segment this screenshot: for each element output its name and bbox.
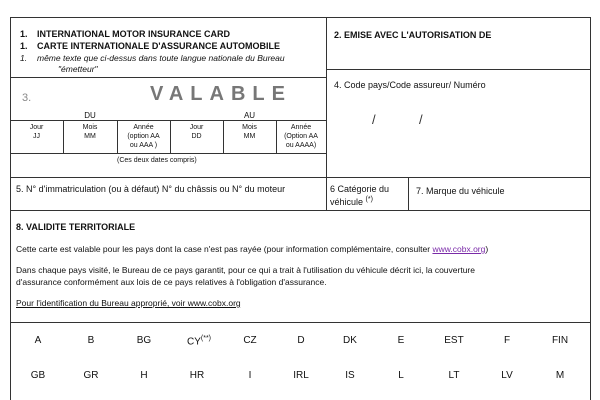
section1-num: 1.: [20, 41, 28, 51]
country-code: D: [297, 335, 305, 346]
border-right: [590, 17, 591, 400]
valable-heading: VALABLE: [150, 83, 292, 105]
section2-label: 2. EMISE AVEC L'AUTORISATION DE: [334, 30, 492, 40]
country-code: LT: [448, 370, 460, 381]
col-annee-au: Année (Option AA ou AAAA): [284, 124, 318, 149]
country-code: CZ: [243, 335, 257, 346]
table-top-line: [10, 120, 326, 121]
section1-title-en: INTERNATIONAL MOTOR INSURANCE CARD: [37, 29, 230, 39]
section3-num: 3.: [22, 92, 32, 104]
divider-vertical-main: [326, 17, 327, 177]
divider-6: [326, 177, 327, 210]
country-code: FIN: [551, 335, 569, 346]
country-code: EST: [444, 335, 464, 346]
dates-note: (Ces deux dates compris): [117, 157, 197, 164]
section7-label: 7. Marque du véhicule: [416, 186, 505, 196]
country-code: A: [34, 335, 42, 346]
country-code: LV: [501, 370, 513, 381]
col-annee-du: Année (option AA ou AAA ): [127, 124, 160, 149]
country-code: DK: [343, 335, 357, 346]
cy-sup: (**): [200, 335, 212, 342]
col-mois-au: Mois MM: [242, 124, 257, 140]
divider-1-3: [10, 77, 326, 78]
guarantee-paragraph-line1: Dans chaque pays visité, le Bureau de ce pays garantit, pour ce qui a trait à l'utilisation du véhicule décrit ici, la couverture: [16, 265, 475, 275]
validity-paragraph: Cette carte est valable pour les pays dont la case n'est pas rayée (pour information complémentaire, consulter www.cobx.org): [16, 244, 489, 254]
country-code: L: [398, 370, 404, 381]
col-jour-au: Jour DD: [189, 124, 204, 140]
section8-title: 8. VALIDITE TERRITORIALE: [16, 222, 136, 232]
bureau-identification-note: Pour l'identification du Bureau approprié, voir www.cobx.org: [16, 298, 241, 308]
divider-2-4: [326, 69, 590, 70]
section1-num: 1.: [20, 29, 28, 39]
code-separator: /: [419, 112, 423, 127]
divider-5-8: [10, 210, 590, 211]
country-code: H: [140, 370, 148, 381]
country-code: IS: [345, 370, 355, 381]
section1-note: même texte que ci-dessus dans toute langue nationale du Bureau: [37, 53, 285, 63]
code-separator: /: [372, 112, 376, 127]
table-bottom-line: [10, 153, 326, 154]
col-jour-du: Jour JJ: [29, 124, 44, 140]
country-code-cy: CY(**): [186, 335, 212, 348]
section5-label: 5. N° d'immatriculation (ou à défaut) N° du châssis ou N° du moteur: [16, 184, 286, 194]
du-label: DU: [84, 111, 96, 120]
country-code: M: [555, 370, 565, 381]
divider-4-5: [10, 177, 590, 178]
country-code: GB: [30, 370, 46, 381]
section6-label: 6 Catégorie du: [330, 184, 390, 194]
border-left: [10, 17, 11, 400]
country-code: B: [87, 335, 95, 346]
cobx-link[interactable]: www.cobx.org: [432, 244, 486, 254]
col-mois-du: Mois MM: [82, 124, 98, 140]
country-code: E: [397, 335, 405, 346]
divider-7: [408, 177, 409, 210]
country-code: GR: [83, 370, 99, 381]
border-top: [10, 17, 590, 18]
countries-top-line: [10, 322, 590, 323]
section1-note-emitter: "émetteur": [58, 64, 98, 74]
country-code: F: [503, 335, 511, 346]
section1-title-fr: CARTE INTERNATIONALE D'ASSURANCE AUTOMOBILE: [37, 41, 280, 51]
country-code: HR: [189, 370, 205, 381]
section6-sup: (*): [365, 196, 373, 203]
section4-label: 4. Code pays/Code assureur/ Numéro: [334, 80, 486, 90]
au-label: AU: [243, 111, 256, 120]
country-code: BG: [136, 335, 152, 346]
country-code: I: [248, 370, 252, 381]
guarantee-paragraph-line2: d'assurance conformément aux lois de ce pays relatives à l'obligation d'assurance.: [16, 277, 327, 287]
country-code: IRL: [293, 370, 309, 381]
section6-label-2: véhicule (*): [330, 196, 373, 207]
section1-num: 1.: [20, 53, 28, 63]
